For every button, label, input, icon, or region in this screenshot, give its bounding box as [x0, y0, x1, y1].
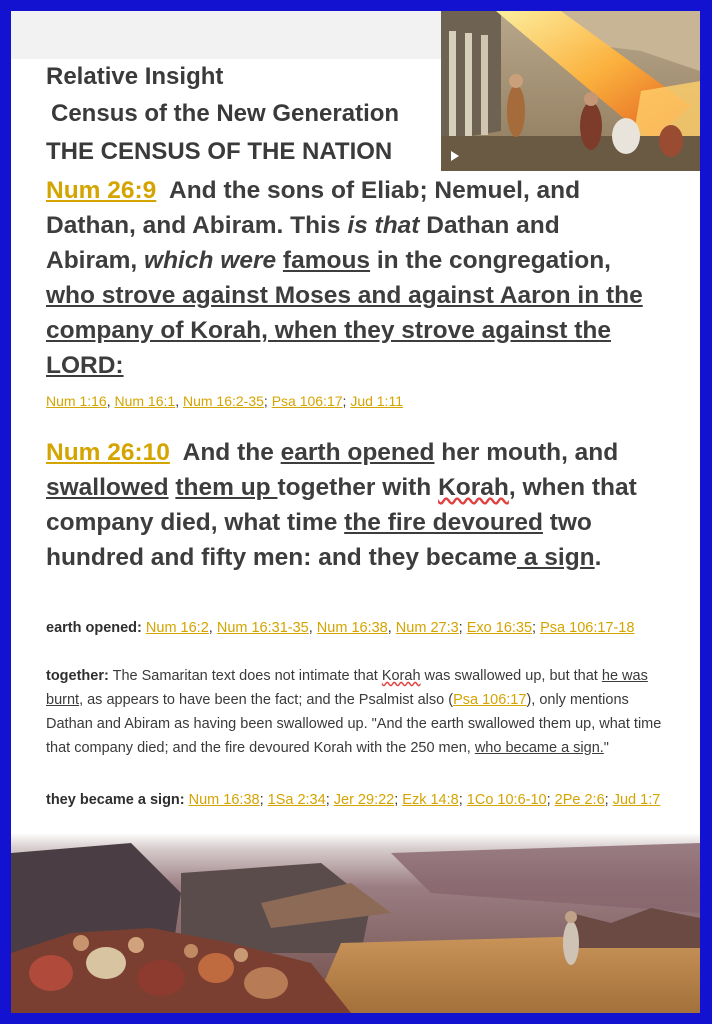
- verse-text: .: [594, 544, 602, 571]
- cross-ref-link[interactable]: Ezk 14:8: [402, 792, 459, 808]
- cross-ref-link[interactable]: 1Co 10:6-10: [466, 792, 547, 808]
- cross-ref-link[interactable]: Psa 106:17-18: [540, 620, 635, 636]
- earth-swallowing-scene-image: [11, 833, 700, 1013]
- header-band: [11, 11, 441, 59]
- verse-num-26-10: [46, 435, 656, 575]
- cross-ref-link[interactable]: Num 16:38: [316, 620, 388, 636]
- verse-text: And the sons of Eliab; Nemuel, and Dathan, and Abiram. This: [46, 177, 581, 239]
- cross-ref-link[interactable]: Num 16:31-35: [216, 620, 309, 636]
- verse-text: , when that company died, what time: [46, 474, 637, 536]
- note-underlined-text: who became a sign.: [474, 740, 604, 756]
- note-label: together:: [46, 668, 109, 684]
- heading-relative-insight: Relative Insight: [46, 63, 224, 90]
- cross-ref-link[interactable]: Num 16:2-35: [182, 393, 264, 409]
- note-text: The Samaritan text does not intimate that: [108, 668, 382, 684]
- verse-italic-text: which were: [144, 247, 277, 274]
- note-text: ": [603, 740, 609, 756]
- verse-italic-text: is that: [347, 212, 420, 239]
- underlined-text: a sign: [517, 544, 595, 571]
- note-text: , as appears to have been the fact; and the Psalmist also (: [79, 692, 454, 708]
- verse-ref-link[interactable]: Num 26:9: [46, 177, 157, 204]
- cross-reference-list: Num 1:16, Num 16:1, Num 16:2-35; Psa 106:17; Jud 1:11: [46, 393, 403, 409]
- cross-ref-link[interactable]: Num 16:1: [114, 393, 176, 409]
- cross-ref-link[interactable]: 2Pe 2:6: [554, 792, 605, 808]
- note-underlined-text: he was burnt: [46, 668, 648, 708]
- note-text: ), only mentions Dathan and Abiram as having been swallowed up. "And the earth swallowed them up, what time that company died; and the fire devoured Korah with the 250 men,: [46, 692, 662, 756]
- play-icon[interactable]: [451, 151, 459, 161]
- verse-text: in the congregation,: [370, 247, 611, 274]
- earth-swallowing-illustration: [11, 833, 700, 1013]
- cross-ref-link[interactable]: Num 16:38: [188, 792, 260, 808]
- fire-scene-video-thumbnail[interactable]: [441, 11, 700, 171]
- heading-census-of-nation: THE CENSUS OF THE NATION: [46, 138, 393, 165]
- underlined-text: famous: [282, 247, 371, 274]
- underlined-text: swallowed: [46, 474, 169, 501]
- note-earth-opened: earth opened: Num 16:2, Num 16:31-35, Num 16:38, Num 27:3; Exo 16:35; Psa 106:17-18: [46, 620, 635, 636]
- underlined-text: earth opened: [280, 439, 435, 466]
- cross-ref-link[interactable]: Jud 1:7: [612, 792, 661, 808]
- underlined-text: the fire devoured: [344, 509, 543, 536]
- verse-num-26-9: [46, 173, 656, 383]
- note-text: was swallowed up, but that: [420, 668, 602, 684]
- note-label: earth opened:: [46, 620, 142, 636]
- verse-text: together with: [277, 474, 439, 501]
- underlined-text: who strove against Moses and against Aaron in the company of Korah, when they strove against the LORD:: [46, 282, 643, 379]
- fire-scene-illustration: [441, 11, 700, 171]
- cross-ref-link[interactable]: 1Sa 2:34: [267, 792, 326, 808]
- cross-ref-link[interactable]: Num 1:16: [46, 393, 107, 409]
- page: [11, 11, 700, 1013]
- verse-text: her mouth, and: [434, 439, 619, 466]
- cross-ref-link[interactable]: Psa 106:17: [271, 393, 343, 409]
- heading-census-new-generation: Census of the New Generation: [51, 100, 400, 127]
- note-underlined-text: Korah: [381, 668, 421, 684]
- cross-ref-link[interactable]: Jud 1:11: [350, 393, 403, 409]
- note-they-became-a-sign: they became a sign: Num 16:38; 1Sa 2:34; Jer 29:22; Ezk 14:8; 1Co 10:6-10; 2Pe 2:6; Jud 1:7: [46, 792, 661, 808]
- underlined-text: Korah: [438, 474, 509, 501]
- verse-text: And the: [182, 439, 281, 466]
- verse-text: [276, 247, 283, 274]
- note-together: [46, 664, 671, 760]
- cross-ref-link[interactable]: Jer 29:22: [333, 792, 395, 808]
- cross-ref-link[interactable]: Psa 106:17: [453, 692, 527, 708]
- cross-ref-link[interactable]: Exo 16:35: [466, 620, 533, 636]
- verse-ref-link[interactable]: Num 26:10: [46, 439, 170, 466]
- verse-text: two hundred and fifty men: and they became: [46, 509, 592, 571]
- cross-ref-link[interactable]: Num 16:2: [145, 620, 209, 636]
- verse-text: Dathan and Abiram,: [46, 212, 560, 274]
- cross-ref-link[interactable]: Num 27:3: [395, 620, 459, 636]
- note-label: they became a sign:: [46, 792, 185, 808]
- underlined-text: them up: [175, 474, 278, 501]
